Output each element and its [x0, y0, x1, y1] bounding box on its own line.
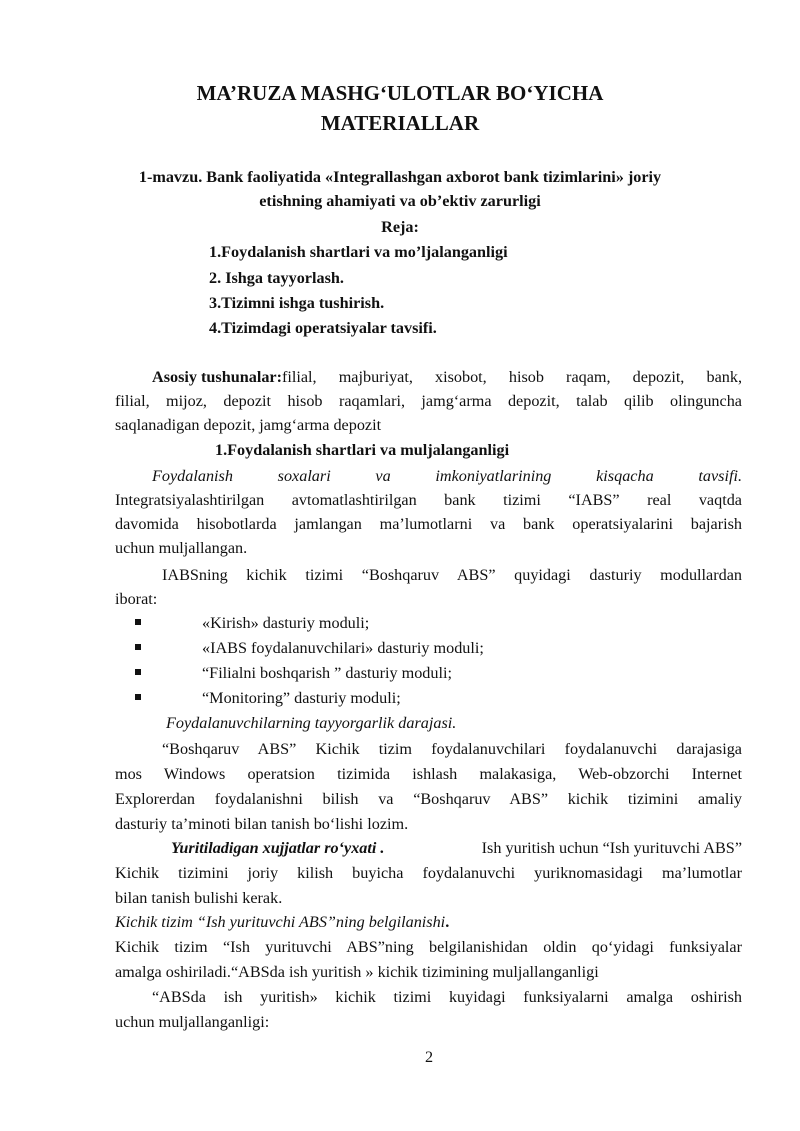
topic-line-2: etishning ahamiyati va ob’ektiv zarurligi — [259, 192, 541, 210]
paragraph-line: IABSning kichik tizimi “Boshqaruv ABS” quyidagi dasturiy modullardan — [162, 566, 742, 584]
plan-item: 1.Foydalanish shartlari va mo’ljalanganligi — [209, 243, 508, 261]
bullet-icon — [135, 694, 141, 700]
paragraph-line: uchun muljallangan. — [115, 539, 248, 557]
module-list-item: “Filialni boshqarish ” dasturiy moduli; — [202, 664, 452, 682]
page-title-line-1: MA’RUZA MASHG‘ULOTLAR BO‘YICHA — [196, 81, 604, 105]
paragraph-line: Integratsiyalashtirilgan avtomatlashtirilgan bank tizimi “IABS” real vaqtda — [115, 491, 742, 509]
basic-concepts-text: filial, majburiyat, xisobot, hisob raqam, depozit, bank, — [281, 368, 742, 386]
module-list-item: «Kirish» dasturiy moduli; — [202, 614, 370, 632]
bullet-icon — [135, 644, 141, 650]
basic-concepts-label: Asosiy tushunalar: — [152, 368, 282, 386]
module-list-item: “Monitoring” dasturiy moduli; — [202, 689, 401, 707]
documents-label: Yuritiladigan xujjatlar ro‘yxati . — [171, 839, 385, 857]
bullet-icon — [135, 619, 141, 625]
bullet-icon — [135, 669, 141, 675]
paragraph-line: amalga oshiriladi.“ABSda ish yuritish » kichik tizimining muljallanganligi — [115, 963, 599, 981]
plan-item: 3.Tizimni ishga tushirish. — [209, 294, 385, 312]
paragraph-line: “ABSda ish yuritish» kichik tizimi kuyidagi funksiyalarni amalga oshirish — [152, 988, 742, 1006]
paragraph-line: bilan tanish bulishi kerak. — [115, 889, 283, 907]
documents-text: Ish yuritish uchun “Ish yurituvchi ABS” — [481, 839, 742, 857]
module-list-item: «IABS foydalanuvchilari» dasturiy moduli; — [202, 639, 484, 657]
purpose-heading — [115, 912, 449, 932]
basic-concepts-line-1 — [152, 367, 742, 387]
paragraph-line: Kichik tizimini joriy kilish buyicha foydalanuvchi yuriknomasidagi ma’lumotlar — [115, 864, 742, 882]
topic-line-1: 1-mavzu. Bank faoliyatida «Integrallashgan axborot bank tizimlarini» joriy — [138, 168, 662, 186]
paragraph-line: Explorerdan foydalanishni bilish va “Boshqaruv ABS” kichik tizimini amaliy — [115, 790, 742, 808]
basic-concepts-line-3: saqlanadigan depozit, jamg‘arma depozit — [115, 416, 382, 434]
documents-line — [171, 838, 742, 858]
paragraph-line: dasturiy ta’minoti bilan tanish bo‘lishi lozim. — [115, 815, 409, 833]
purpose-heading-text: Kichik tizim “Ish yurituvchi ABS”ning belgilanishi — [115, 913, 446, 931]
page-number: 2 — [425, 1048, 434, 1066]
basic-concepts-line-2: filial, mijoz, depozit hisob raqamlari, jamg‘arma depozit, talab qilib olinguncha — [115, 392, 742, 410]
purpose-heading-dot: . — [445, 913, 450, 931]
plan-item: 2. Ishga tayyorlash. — [209, 269, 344, 287]
plan-item: 4.Tizimdagi operatsiyalar tavsifi. — [209, 319, 437, 337]
paragraph-line: uchun muljallanganligi: — [115, 1013, 270, 1031]
paragraph-line: mos Windows operatsion tizimida ishlash malakasiga, Web-obzorchi Internet — [115, 765, 742, 783]
paragraph-line: davomida hisobotlarda jamlangan ma’lumotlarni va bank operatsiyalarini bajarish — [115, 515, 742, 533]
paragraph-line: iborat: — [115, 590, 158, 608]
paragraph-line: “Boshqaruv ABS” Kichik tizim foydalanuvchilari foydalanuvchi darajasiga — [162, 740, 742, 758]
paragraph-line: Kichik tizim “Ish yurituvchi ABS”ning belgilanishidan oldin qo‘yidagi funksiyalar — [115, 938, 742, 956]
plan-heading: Reja: — [381, 218, 419, 236]
section-heading: 1.Foydalanish shartlari va muljalanganligi — [215, 441, 510, 459]
usage-areas-heading: Foydalanish soxalari va imkoniyatlarining kisqacha tavsifi. — [152, 467, 742, 485]
page-title-line-2: MATERIALLAR — [320, 111, 480, 135]
readiness-heading: Foydalanuvchilarning tayyorgarlik darajasi. — [166, 714, 457, 732]
